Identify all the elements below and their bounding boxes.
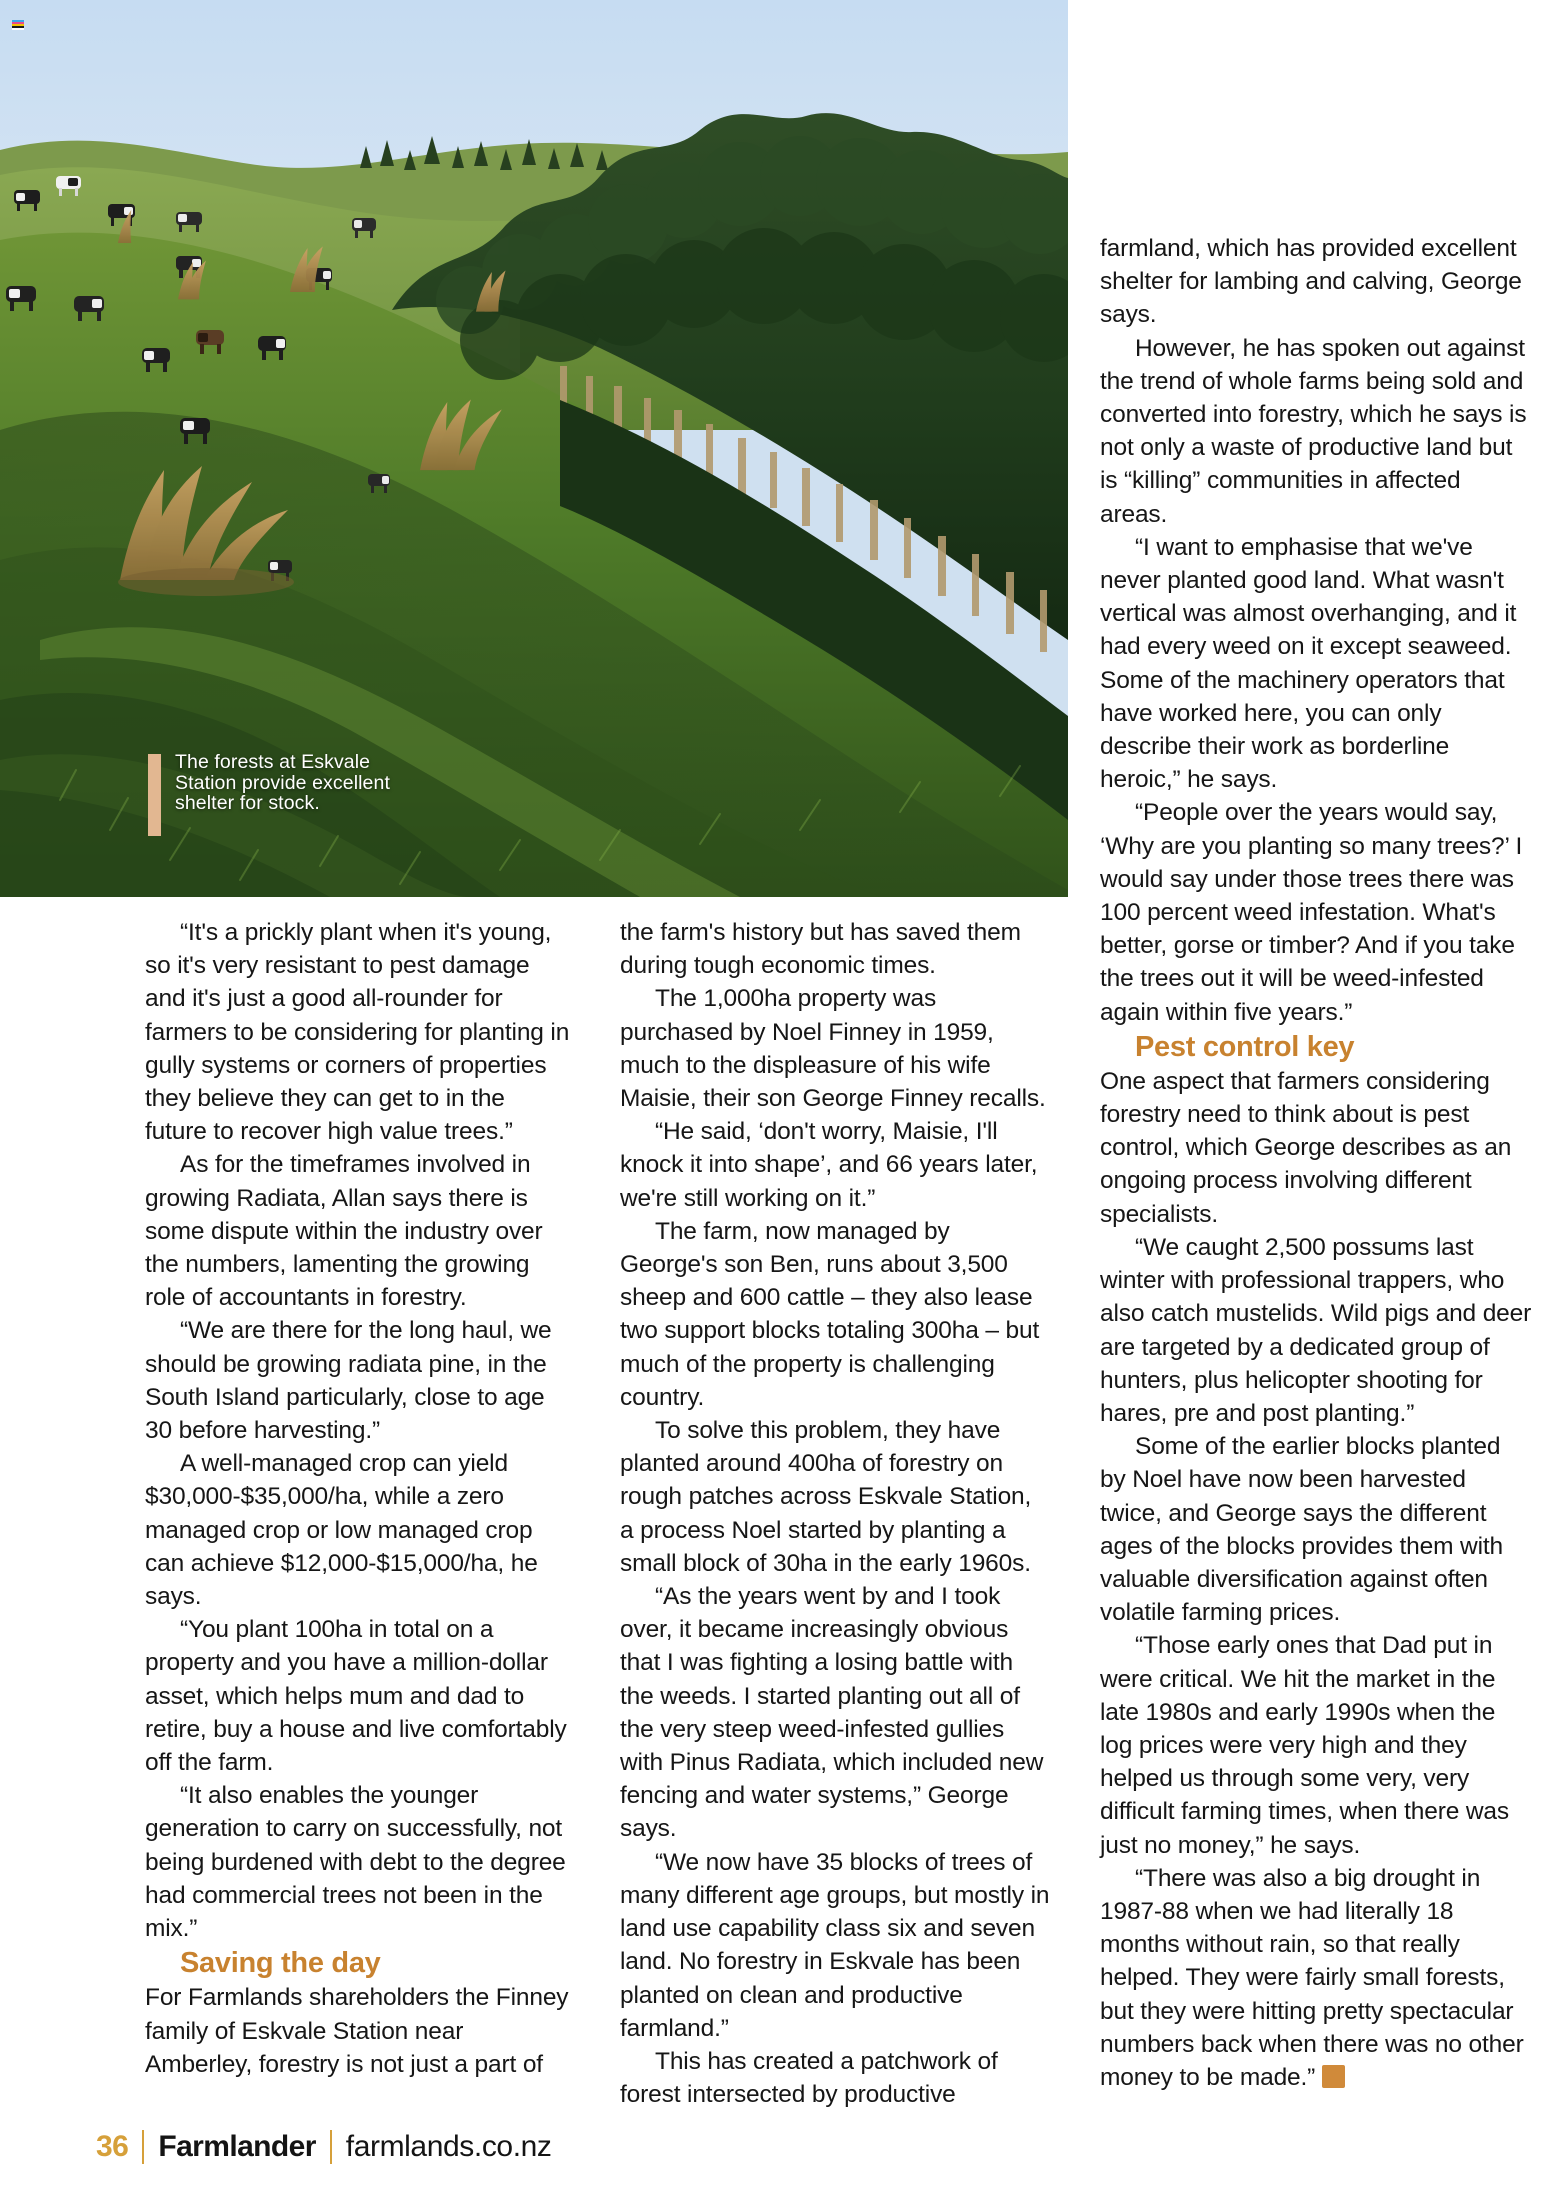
paragraph: As for the timeframes involved in growing Radiata, Allan says there is some dispute within the industry over the numbers, lamenting the growing role of accountants in forestry. bbox=[145, 1151, 543, 1312]
paragraph: The 1,000ha property was purchased by Noel Finney in 1959, much to the displeasure of his wife Maisie, their son George Finney recalls. bbox=[620, 985, 1046, 1113]
footer-divider-2 bbox=[330, 2130, 332, 2164]
paragraph: “Those early ones that Dad put in were critical. We hit the market in the late 1980s and early 1990s when the log prices were very high and they helped us through some very, very difficult farming times, when there was just no money,” he says. bbox=[1100, 1632, 1510, 1859]
page-number: 36 bbox=[96, 2130, 129, 2163]
article-column-left bbox=[145, 916, 572, 2081]
paragraph: “He said, ‘don't worry, Maisie, I'll knock it into shape’, and 66 years later, we're still working on it.” bbox=[620, 1118, 1038, 1212]
paragraph: farmland, which has provided excellent shelter for lambing and calving, George says. bbox=[1100, 235, 1522, 329]
paragraph: “As the years went by and I took over, it became increasingly obvious that I was fighting a losing battle with the weeds. I started planting out all of the very steep weed-infested gullies with Pinus Radiata, which included new fencing and water systems,” George says. bbox=[620, 1583, 1044, 1843]
paragraph: “People over the years would say, ‘Why are you planting so many trees?’ I would say under those trees there was 100 percent weed infestation. What's better, gorse or timber? And if you take the trees out it will be weed-infested again within five years.” bbox=[1100, 799, 1523, 1026]
paragraph: To solve this problem, they have planted around 400ha of forestry on rough patches across Eskvale Station, a process Noel started by planting a small block of 30ha in the early 1960s. bbox=[620, 1417, 1032, 1577]
subheading-saving-the-day: Saving the day bbox=[180, 1947, 381, 1980]
paragraph: “You plant 100ha in total on a property and you have a million-dollar asset, which helps mum and dad to retire, buy a house and live comfortably off the farm. bbox=[145, 1616, 567, 1777]
paragraph-final bbox=[1100, 1862, 1532, 2094]
registration-marks bbox=[12, 20, 24, 30]
photo-caption bbox=[148, 752, 405, 836]
paragraph: “I want to emphasise that we've never planted good land. What wasn't vertical was almost overhanging, and it had every weed on it except seaweed. Some of the machinery operators that have worked here, you can only describe their work as borderline heroic,” he says. bbox=[1100, 533, 1517, 794]
paragraph: A well-managed crop can yield $30,000-$35,000/ha, while a zero managed crop or low managed crop can achieve $12,000-$15,000/ha, he says. bbox=[145, 1450, 538, 1611]
paragraph: “We are there for the long haul, we should be growing radiata pine, in the South Island particularly, close to age 30 before harvesting.” bbox=[145, 1317, 552, 1445]
article-column-middle bbox=[620, 916, 1050, 2111]
paragraph: “We now have 35 blocks of trees of many different age groups, but mostly in land use capability class six and seven land. No forestry in Eskvale has been planted on clean and productive farmland.” bbox=[620, 1848, 1050, 2042]
paragraph: One aspect that farmers considering forestry need to think about is pest control, which George describes as an ongoing process involving different specialists. bbox=[1100, 1067, 1512, 1228]
caption-accent-bar bbox=[148, 754, 161, 836]
paragraph: the farm's history but has saved them during tough economic times. bbox=[620, 919, 1021, 980]
paragraph: The farm, now managed by George's son Ben, runs about 3,500 sheep and 600 cattle – they also lease two support blocks totaling 300ha – but much of the property is challenging country. bbox=[620, 1217, 1040, 1411]
caption-text: The forests at Eskvale Station provide excellent shelter for stock. bbox=[175, 751, 390, 814]
article-column-right bbox=[1100, 232, 1532, 2094]
magazine-title: Farmlander bbox=[158, 2130, 316, 2163]
paragraph: For Farmlands shareholders the Finney family of Eskvale Station near Amberley, forestry is not just a part of bbox=[145, 1984, 569, 2078]
paragraph: “It's a prickly plant when it's young, so it's very resistant to pest damage and it's just a good all-rounder for farmers to be considering for planting in gully systems or corners of properties they believe they can get to in the future to recover high value trees.” bbox=[145, 919, 570, 1146]
subheading-pest-control-key: Pest control key bbox=[1135, 1030, 1355, 1063]
paragraph: “It also enables the younger generation to carry on successfully, not being burdened with debt to the degree had commercial trees not been in the mix.” bbox=[145, 1782, 566, 1943]
website-url: farmlands.co.nz bbox=[345, 2130, 552, 2163]
page-footer bbox=[96, 2130, 552, 2164]
farmlander-end-mark-icon bbox=[1322, 2065, 1345, 2088]
paragraph: However, he has spoken out against the trend of whole farms being sold and converted into forestry, which he says is not only a waste of productive land but is “killing” communities in affected areas. bbox=[1100, 334, 1527, 528]
paragraph-final-text: “There was also a big drought in 1987-88 when we had literally 18 months without rain, so that really helped. They were fairly small forests, but they were hitting pretty spectacular numbers back when there was no other money to be made.” bbox=[1100, 1864, 1524, 2091]
paragraph: Some of the earlier blocks planted by Noel have now been harvested twice, and George says the different ages of the blocks provides them with valuable diversification against often volatile farming prices. bbox=[1100, 1433, 1503, 1627]
footer-divider-1 bbox=[142, 2130, 144, 2164]
paragraph: “We caught 2,500 possums last winter with professional trappers, who also catch mustelids. Wild pigs and deer are targeted by a dedicated group of hunters, plus helicopter shooting for hares, pre and post planting.” bbox=[1100, 1233, 1532, 1427]
paragraph: This has created a patchwork of forest intersected by productive bbox=[620, 2047, 998, 2109]
